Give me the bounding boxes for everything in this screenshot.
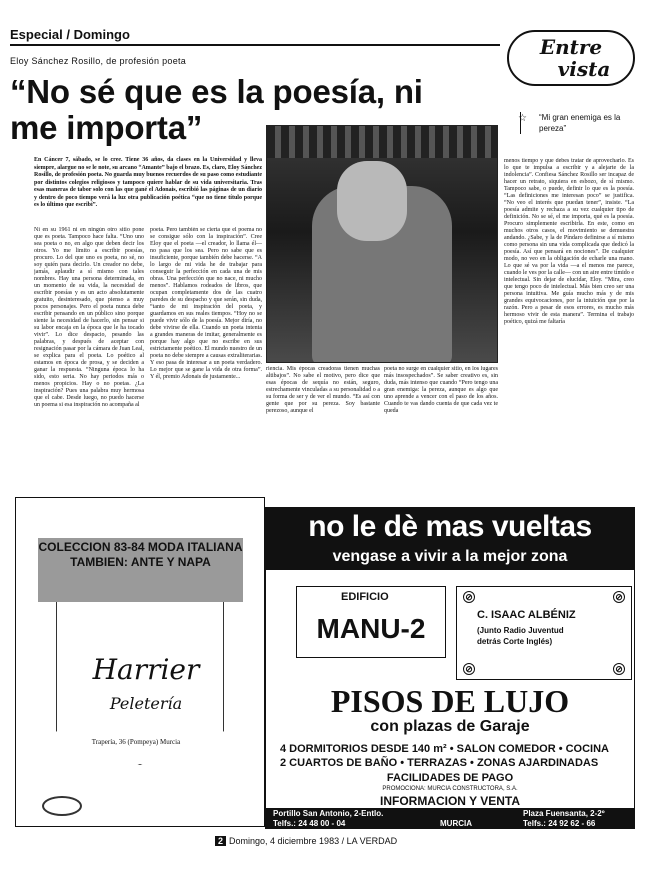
- peleteria-label: Peletería: [109, 694, 183, 713]
- building-name: MANU-2: [316, 613, 426, 644]
- location-note-1: (Junto Radio Juventud: [477, 626, 564, 635]
- star-icon: ☆: [518, 113, 527, 124]
- building-sign: [296, 586, 446, 658]
- location-sign: [456, 586, 632, 680]
- office-2-address: Plaza Fuensanta, 2-2º: [523, 809, 605, 818]
- features-line-2: 2 CUARTOS DE BAÑO • TERRAZAS • ZONAS AJARDINADAS: [280, 757, 599, 769]
- info-sales: INFORMACION Y VENTA: [379, 794, 520, 808]
- payment-facilities: FACILIDADES DE PAGO: [386, 772, 514, 784]
- article-column-4: poeta no surge en cualquier sitio, en los lugares más insospechados”. Se saber creativo es, sin duda, más intenso que cuando “Pero tengo una gran enemiga: la pereza, aunque es algo que uno aprende a vencer con el paso de los años. Cuando te vas dando cuenta de que cada vez te queda: [384, 366, 498, 414]
- features-list: [280, 742, 630, 770]
- article-column-3: riencia. Mis épocas creadoras tienen muchas altibajos”. No sabe el motivo, pero dice que esas épocas de sequía no están, seguro, estrechamente vinculadas a su personalidad o a su forma de ser y de ver el mundo. “Es así con gente que por su pereza. Soy bastante perezoso, aunque el: [266, 366, 380, 414]
- section-header: Especial / Domingo: [10, 27, 130, 42]
- brand-emblem-icon: [42, 796, 82, 816]
- headline-line-1: “No sé que es la poesía, ni: [10, 73, 423, 110]
- logo-line-2: vista: [557, 57, 611, 81]
- ad-banner-sub: vengase a vivir a la mejor zona: [265, 547, 635, 569]
- article-column-2: poeta. Pero también se cierta que el poema no se consigue sólo con la inspiración”. Cree Eloy que el poeta —el creador, lo llama él— no pasa que los sea. Pero no sabe que es insuficiente, porque también debe hacerse. “A lo largo de mi vida he de trabajar para conseguir la perfección en cada una de mis obras. Una perfección que no nace, ni mucho menos”. Hablamos rodeados de libros, que ocupan completamente dos de las cuatro paredes de su despacho y que serán, sin duda, “tanto de mi inspiración del poeta, y guardamos en sus reales tiempos. “Hoy no se puede vivir sólo de la poesía. Mejor diría, no debe vivirse de ella. Cuando un poeta intenta a grandes maneras de imitar, generalmente es porque hay algo que no escribe en sus estrictamente poético. El mundo nuestro de un poeta no debe siempre a causas extraliterarias. Y eso pasa de interesar a un poeta verdadero. Lo mejor que se gane la vida de otra forma”. Y él, premio Adonais de justamente...: [150, 227, 262, 380]
- pull-quote: [520, 112, 630, 134]
- edificio-label: EDIFICIO: [341, 591, 389, 603]
- page-footer: [215, 836, 397, 846]
- pull-quote-text: “Mi gran enemiga es la pereza”: [539, 113, 621, 133]
- shop-address: Trapería, 36 (Pompeya) Murcia: [91, 738, 181, 746]
- ad-banner: no le dè mas vueltas: [265, 507, 635, 547]
- article-lead: En Cáncer 7, sábado, se lo cree. Tiene 36 años, da clases en la Universidad y lleva siempre, alargue no se le note, su arcano “Amante” bajo el brazo. Es, claro, Eloy Sánchez Rosillo, de profesión poeta. No guarda muy buenos recuerdos de su paso como estudiante por distintos colegios religiosos y tampoco quiere hablar de su vida universitaria. Tras esas maneras de tabor solo con las que gané el Adonais, escribió las páginas de un diario y dentro de poco tiempo verá la luz otra publicación poética “que no tiene título porque es lo último que escribí”.: [34, 157, 262, 208]
- contact-bar: [265, 808, 635, 829]
- byline: Eloy Sánchez Rosillo, de profesión poeta: [10, 56, 187, 66]
- bolt-icon: ⊘: [463, 591, 475, 603]
- entrevista-logo: [507, 30, 635, 86]
- article-column-1: Ni en su 1961 ni en ningún otro sitio pone que es poeta. Tampoco hace falta. “Uno uno sea poeta o no, en algo que deben decir los otros. Yo me limito a escribir poesías, procuro. Lo del que uno es poeta, no sé, no soy quién para decirlo. Un creador no debe, jamás, aplaudir a sí mismo con tales nombres. Hay una persona determinada, en un momento de su vida, la necesidad de escribir poesías y es un acto absolutamente gratuito, desinteresado, que pienso a muy pocos personajes. Pero el poeta nunca debe escribir pensando en un público sino porque siente la necesidad de hacerlo, sin pensar si su labor encaja en la época que le ha tocado vivir”. Lo dice despacio, pesando las palabras, y después de aceptar con resignación pasar por la cámara de Juan Leal, se explica para el poeta. Lo poético al estamos en época de prosa, y se deciden a ganar la respuesta. “Ninguna época lo ha sido, esto seria. No hay periodos más o menos propicios. Hay o no poetas. ¿La inspiración? Pues una palabra muy hermosa que el cabe. Desde luego, no puedo hacerse un poema si esa inspiración no acompaña al: [34, 227, 144, 408]
- office-1-address: Portillo San Antonio, 2-Entlo.: [273, 809, 384, 818]
- bolt-icon: ⊘: [613, 663, 625, 675]
- harrier-advertisement: [15, 497, 265, 827]
- headline-line-2: me importa”: [10, 109, 203, 146]
- footer-dateline: Domingo, 4 diciembre 1983 / LA VERDAD: [229, 836, 398, 846]
- features-line-1: 4 DORMITORIOS DESDE 140 m² • SALON COMEDOR • COCINA: [280, 743, 609, 755]
- article-column-5: menos tiempo y que debes tratar de aprovecharlo. Es lo que te impulsa a escribir y a alejarte de la indolencia”. Confiesa Sánchez Rosillo ser incapaz de hacer un retrato, siquiera en esbozo, de sí mismo. Tampoco sabe, o puede, definir lo que es la poesía. “Las definiciones me interesan poco” se justifica. “No veo el interés que puedan tener”, insiste. “La poesía admite y rechaza a su vez cualquier tipo de definición. No se sé, el me importa, qué es la poesía. Procuro simplemente escribirla. En este, como en muchos otros casos, el movimiento se demuestra andando. ¿Sabe, y la de Píndaro definirse a sí mismo como persona sin una vida complicada que dedicó la poesía. Así que pensará en nociones”. De cualquier modo, no veo en la obligación de echarle una mano. Lo que sé va por la vida —a el menos me parece, cuando le ves por la calle— con un aire entre tímido e intelectual. Sin dejar de elucidar, Eloy. “Mira, creo que tengo poco de intelectual. Más bien creo ser una persona intuitiva. Me guía mucho más y de mis grandes equivocaciones, por la intuición que por la razón. Pero a pesar de esos errores, es mucho más hermoso vivir de esta manera”. Termina el trabajo poético, quizá me faltaría: [504, 158, 634, 325]
- logo-line-1: Entre: [539, 35, 603, 59]
- bolt-icon: ⊘: [613, 591, 625, 603]
- location-note: [477, 625, 627, 647]
- bolt-icon: ⊘: [463, 663, 475, 675]
- promoter: PROMOCIONA: MURCIA CONSTRUCTORA, S.A.: [382, 786, 518, 792]
- city-label: MURCIA: [440, 819, 472, 828]
- pisos-heading: PISOS DE LUJO: [330, 683, 570, 719]
- harrier-brand: Harrier: [92, 653, 200, 686]
- ad-collection-text: COLECCION 83-84 MODA ITALIANA TAMBIEN: ANTE Y NAPA: [38, 538, 243, 602]
- page-number: 2: [215, 836, 226, 846]
- street-name: C. ISAAC ALBÉNIZ: [477, 609, 576, 621]
- location-note-2: detrás Corte Inglés): [477, 637, 553, 646]
- section-rule: [10, 44, 500, 46]
- office-2-phone: Telfs.: 24 92 62 - 66: [523, 819, 596, 828]
- office-1-phone: Telfs.: 24 48 00 - 04: [273, 819, 346, 828]
- portrait-photo: [266, 125, 498, 363]
- plazas-subheading: con plazas de Garaje: [370, 718, 530, 735]
